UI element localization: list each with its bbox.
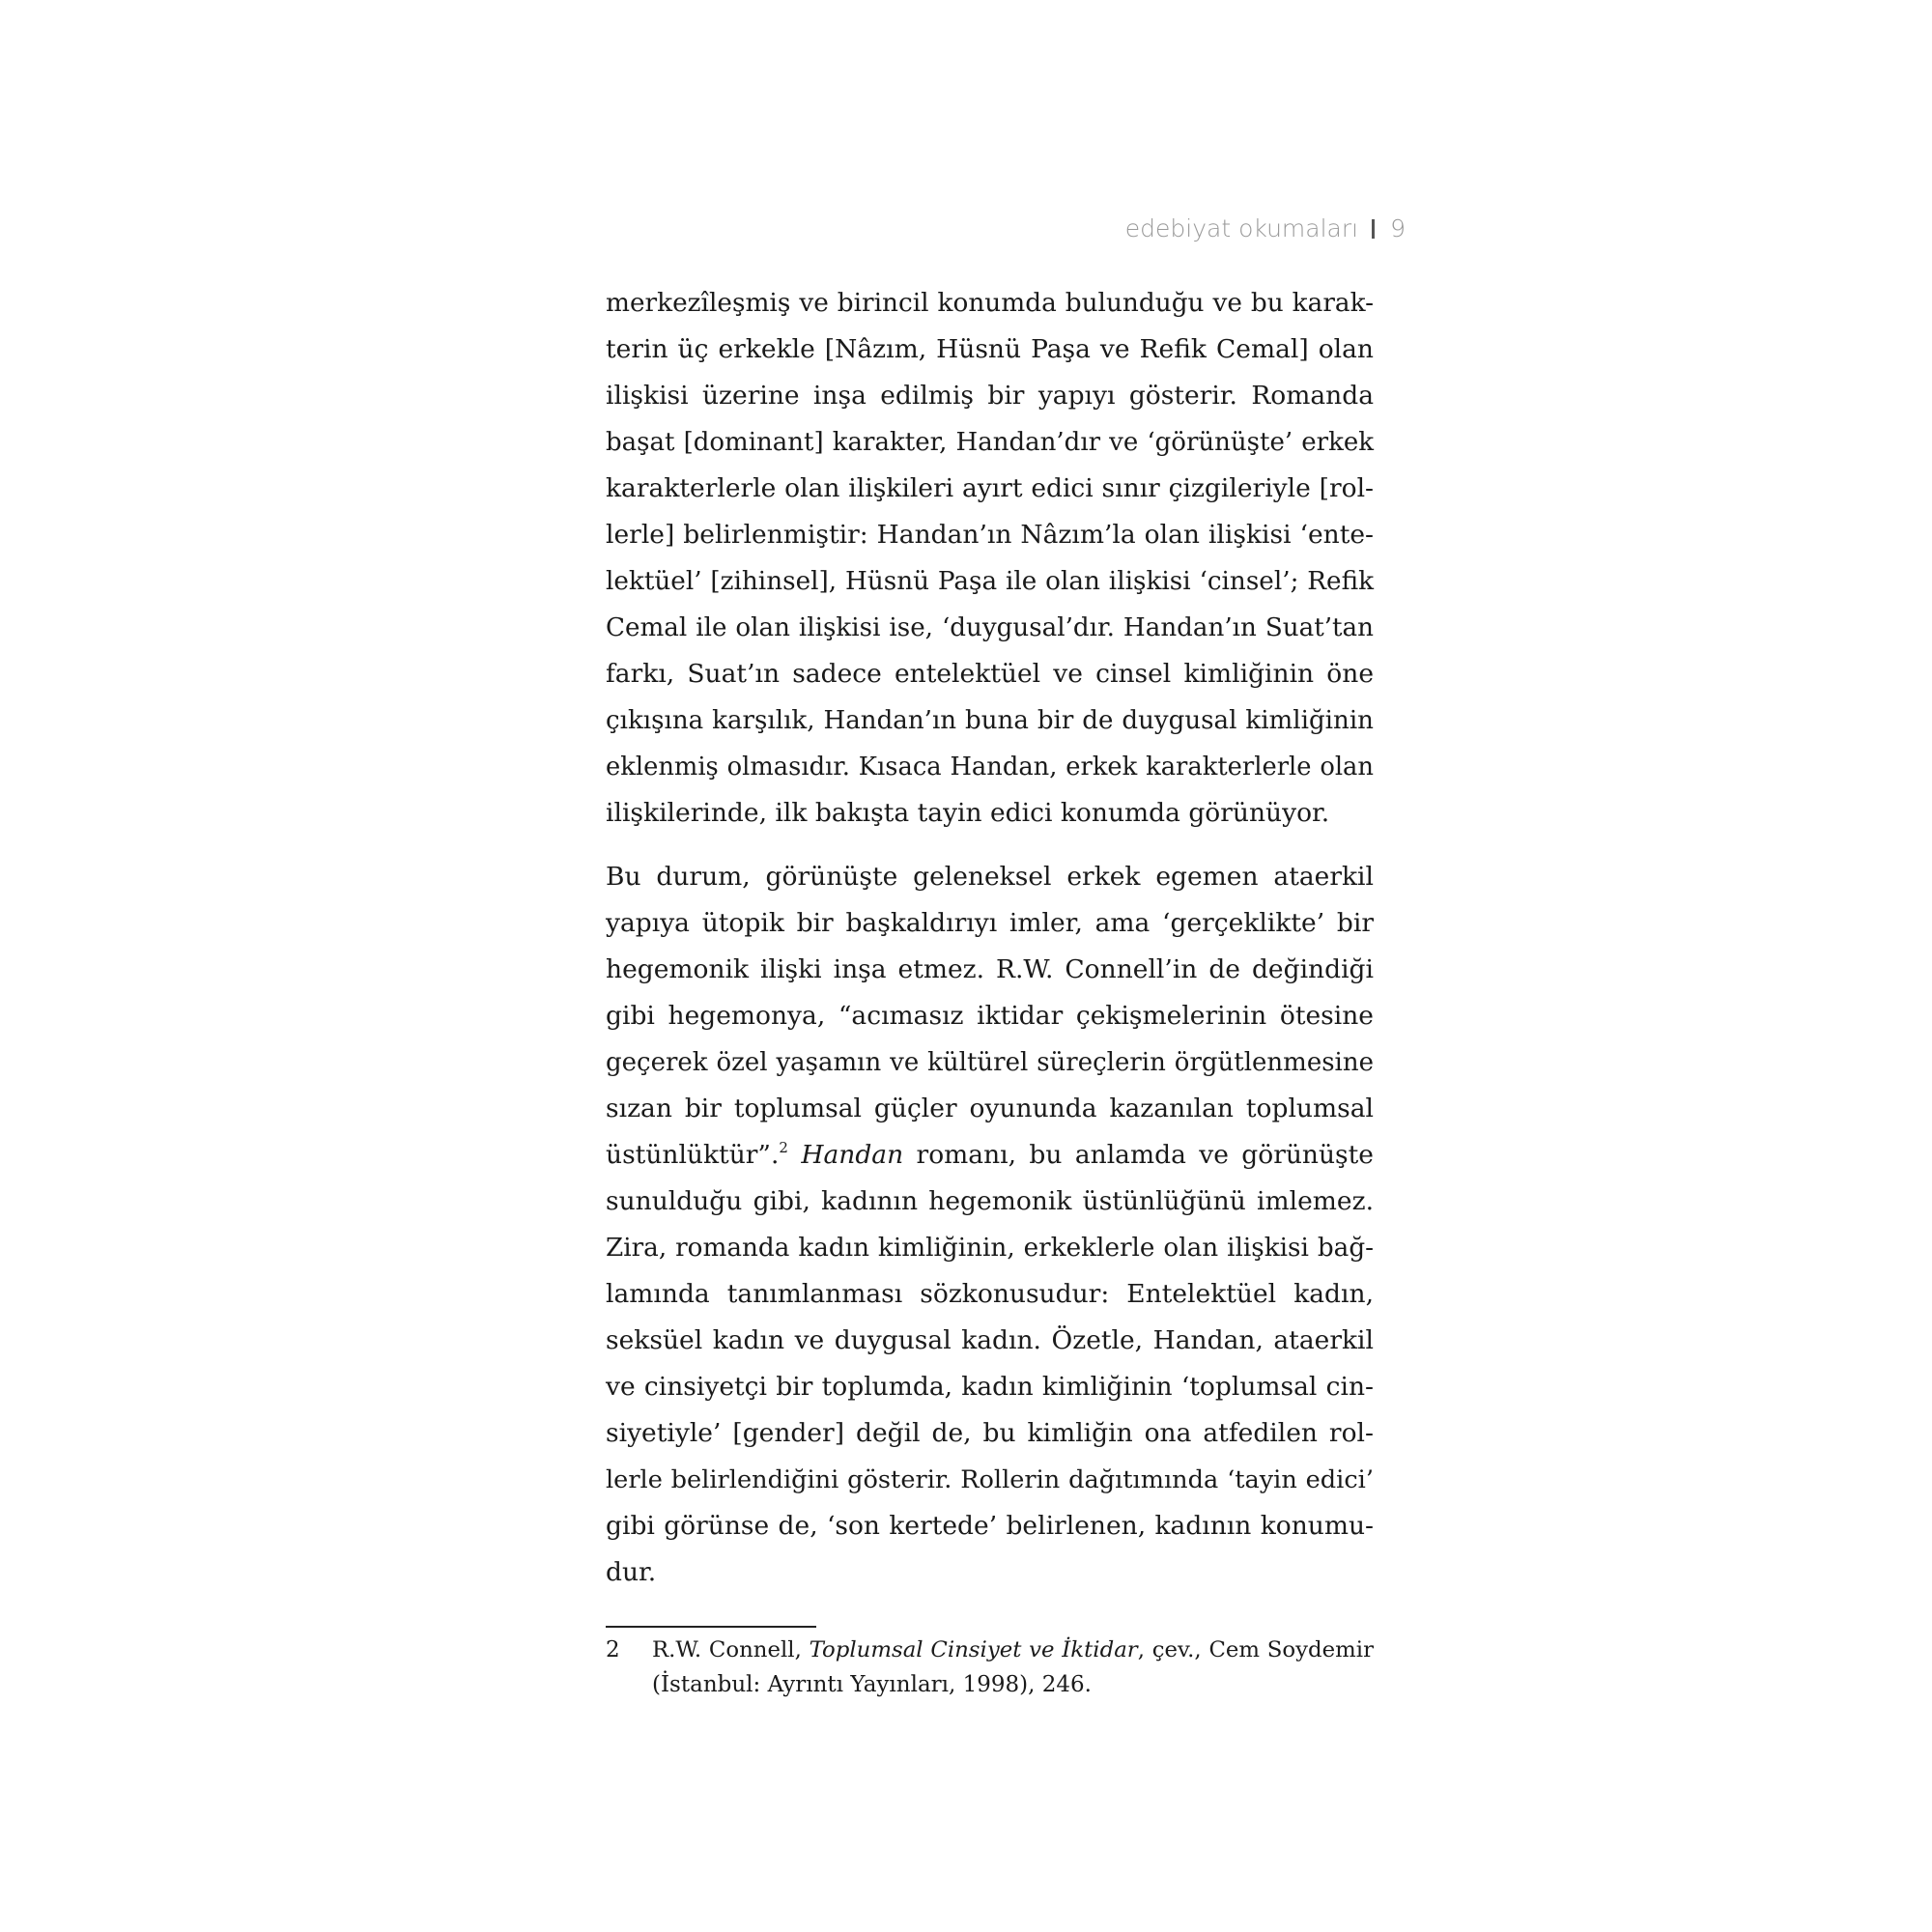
running-head xyxy=(966,214,1406,242)
footnote xyxy=(606,1633,1374,1702)
text-line: gibi görünse de, ‘son kertede’ belirlenen, kadının konumu- xyxy=(606,1511,1374,1541)
text-fragment: romanı, bu anlamda ve görünüşte xyxy=(903,1140,1374,1170)
text-line: sızan bir toplumsal güçler oyununda kazanılan toplumsal xyxy=(606,1094,1374,1123)
text-line: lerle] belirlenmiştir: Handan’ın Nâzım’la olan ilişkisi ‘ente- xyxy=(606,520,1374,550)
text-line: dur. xyxy=(606,1557,657,1587)
text-line: lerle belirlendiğini gösterir. Rollerin dağıtımında ‘tayin edici’ xyxy=(606,1465,1374,1494)
text-line: Zira, romanda kadın kimliğinin, erkeklerle olan ilişkisi bağ- xyxy=(606,1234,1374,1263)
text-line: ilişkisi üzerine inşa edilmiş bir yapıyı gösterir. Romanda xyxy=(606,381,1374,411)
text-line: hegemonik ilişki inşa etmez. R.W. Connell’in de değindiği xyxy=(606,954,1374,984)
text-line: terin üç erkekle [Nâzım, Hüsnü Paşa ve Refik Cemal] olan xyxy=(606,334,1374,364)
paragraph-gap xyxy=(606,837,1374,854)
header-separator xyxy=(1372,219,1375,239)
text-line: farkı, Suat’ın sadece entelektüel ve cinsel kimliğinin öne xyxy=(606,659,1374,689)
text-line: seksüel kadın ve duygusal kadın. Özetle, Handan, ataerkil xyxy=(606,1325,1374,1355)
footnote-number: 2 xyxy=(606,1637,620,1662)
body-text xyxy=(606,280,1374,1596)
footnote-book-title: Toplumsal Cinsiyet ve İktidar xyxy=(801,1637,1138,1662)
paragraph-1 xyxy=(606,280,1374,837)
footnote-divider xyxy=(606,1626,816,1628)
text-line: karakterlerle olan ilişkileri ayırt edici sınır çizgileriyle [rol- xyxy=(606,473,1374,503)
footnote-body xyxy=(652,1633,1374,1702)
footnote-reference[interactable]: 2 xyxy=(779,1139,788,1156)
text-fragment: üstünlüktür”. xyxy=(606,1140,780,1170)
text-line: sunulduğu gibi, kadının hegemonik üstünlüğünü imlemez. xyxy=(606,1186,1374,1216)
footnote-citation-rest: , çev., Cem Soydemir xyxy=(1137,1637,1374,1662)
text-line: başat [dominant] karakter, Handan’dır ve ‘görünüşte’ erkek xyxy=(606,428,1374,457)
text-line-with-footnote-ref xyxy=(606,1132,1374,1179)
running-title: edebiyat okumaları xyxy=(1124,214,1359,242)
footnote-author: R.W. Connell, xyxy=(652,1637,802,1662)
text-line: Bu durum, görünüşte geleneksel erkek egemen ataerkil xyxy=(606,862,1374,892)
paragraph-2 xyxy=(606,854,1374,1596)
text-line: lektüel’ [zihinsel], Hüsnü Paşa ile olan ilişkisi ‘cinsel’; Refik xyxy=(606,567,1374,596)
text-line: lamında tanımlanması sözkonusudur: Entelektüel kadın, xyxy=(606,1279,1374,1309)
footnote-line: (İstanbul: Ayrıntı Yayınları, 1998), 246. xyxy=(652,1672,1092,1697)
italic-novel-title: Handan xyxy=(801,1140,904,1170)
text-line: eklenmiş olmasıdır. Kısaca Handan, erkek karakterlerle olan xyxy=(606,753,1374,781)
text-line: çıkışına karşılık, Handan’ın buna bir de duygusal kimliğinin xyxy=(606,706,1374,735)
text-line: ilişkilerinde, ilk bakışta tayin edici konumda görünüyor. xyxy=(606,798,1330,828)
text-line: gibi hegemonya, “acımasız iktidar çekişmelerinin ötesine xyxy=(606,1001,1374,1031)
text-line: geçerek özel yaşamın ve kültürel süreçlerin örgütlenmesine xyxy=(606,1048,1374,1077)
text-line: siyetiyle’ [gender] değil de, bu kimliğin ona atfedilen rol- xyxy=(606,1418,1374,1448)
text-line: merkezîleşmiş ve birincil konumda bulunduğu ve bu karak- xyxy=(606,289,1374,318)
text-line: yapıya ütopik bir başkaldırıyı imler, ama ‘gerçeklikte’ bir xyxy=(606,908,1374,938)
page-number: 9 xyxy=(1390,214,1406,242)
text-line: Cemal ile olan ilişkisi ise, ‘duygusal’dır. Handan’ın Suat’tan xyxy=(606,613,1374,642)
footnote-line xyxy=(652,1633,1374,1667)
text-line: ve cinsiyetçi bir toplumda, kadın kimliğinin ‘toplumsal cin- xyxy=(606,1372,1374,1402)
